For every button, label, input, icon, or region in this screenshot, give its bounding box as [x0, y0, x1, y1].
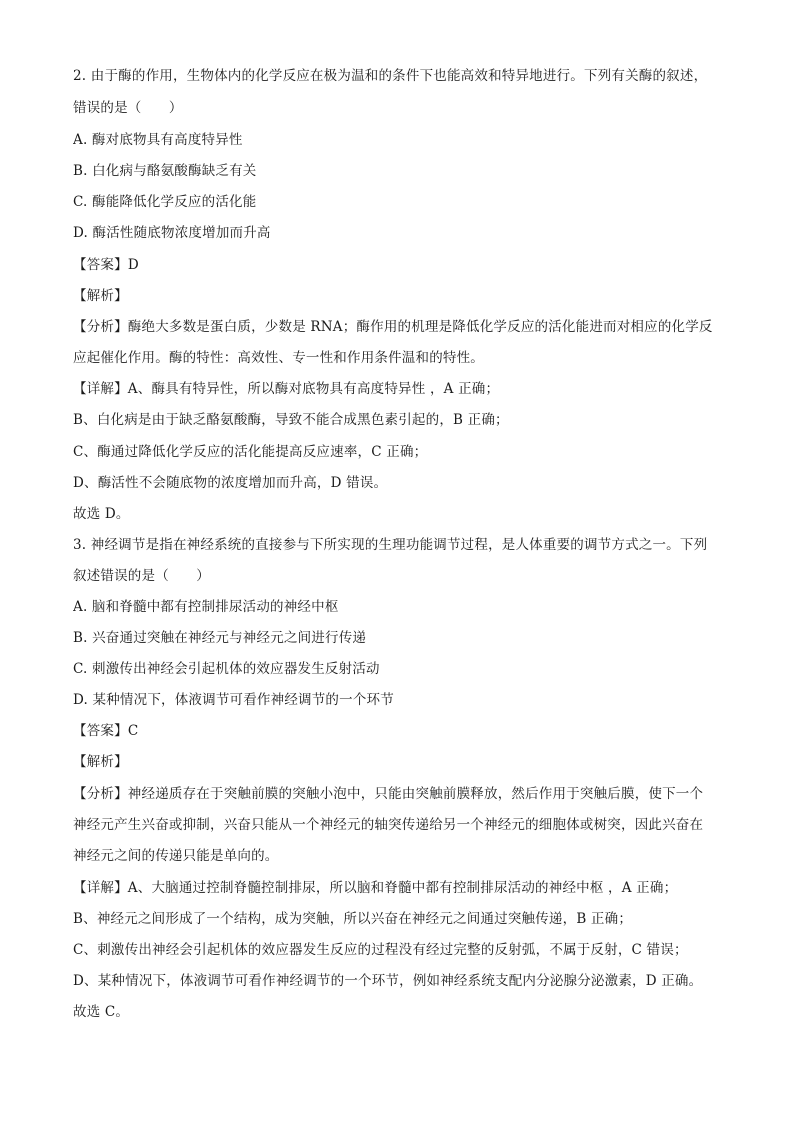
q2-fenxi-line-1: 【分析】酶绝大多数是蛋白质，少数是 RNA；酶作用的机理是降低化学反应的活化能进而对相应的化学反 — [73, 319, 713, 335]
q3-detail-line-1: 【详解】A、大脑通过控制脊髓控制排尿，所以脑和脊髓中都有控制排尿活动的神经中枢 ，A 正确； — [73, 880, 678, 896]
q3-answer-value: C — [127, 723, 139, 739]
q2-answer-label: 【答案】 — [73, 257, 128, 273]
q2-conclusion: 故选 D。 — [73, 506, 130, 522]
q2-stem-line-1: 2. 由于酶的作用，生物体内的化学反应在极为温和的条件下也能高效和特异地进行。下列有关酶的叙述， — [73, 68, 708, 84]
q3-option-b: B. 兴奋通过突触在神经元与神经元之间进行传递 — [73, 630, 367, 646]
q3-option-a: A. 脑和脊髓中都有控制排尿活动的神经中枢 — [73, 599, 339, 615]
q3-detail-line-4: D、某种情况下，体液调节可看作神经调节的一个环节，例如神经系统支配内分泌腺分泌激素，D 正确。 — [73, 973, 703, 989]
q2-answer-value: D — [127, 257, 139, 273]
q3-answer — [73, 721, 733, 741]
q3-detail-line-3: C、刺激传出神经会引起机体的效应器发生反应的过程没有经过完整的反射弧，不属于反射，C 错误； — [73, 942, 688, 958]
q3-stem-line-1: 3. 神经调节是指在神经系统的直接参与下所实现的生理功能调节过程，是人体重要的调节方式之一。下列 — [73, 537, 708, 553]
q2-analysis-label: 【解析】 — [73, 288, 128, 304]
q3-detail-line-2: B、神经元之间形成了一个结构，成为突触，所以兴奋在神经元之间通过突触传递，B 正确； — [73, 911, 633, 927]
q3-fenxi-line-3: 神经元之间的传递只能是单向的。 — [73, 848, 279, 864]
q2-answer — [73, 255, 733, 275]
q2-detail-line-1: 【详解】A、酶具有特异性，所以酶对底物具有高度特异性 ，A 正确； — [73, 381, 500, 397]
q2-option-b: B. 白化病与酪氨酸酶缺乏有关 — [73, 163, 257, 179]
q3-option-c: C. 刺激传出神经会引起机体的效应器发生反射活动 — [73, 661, 380, 677]
q2-detail-line-3: C、酶通过降低化学反应的活化能提高反应速率，C 正确； — [73, 444, 428, 460]
q2-option-a: A. 酶对底物具有高度特异性 — [73, 132, 243, 148]
q2-option-c: C. 酶能降低化学反应的活化能 — [73, 194, 257, 210]
q3-stem-line-2: 叙述错误的是（ ） — [73, 568, 210, 584]
q2-detail-line-4: D、酶活性不会随底物的浓度增加而升高，D 错误。 — [73, 475, 388, 491]
q2-option-d: D. 酶活性随底物浓度增加而升高 — [73, 225, 271, 241]
q3-fenxi-line-1: 【分析】神经递质存在于突触前膜的突触小泡中，只能由突触前膜释放，然后作用于突触后膜，使下一个 — [73, 786, 704, 802]
q2-detail-line-2: B、白化病是由于缺乏酪氨酸酶，导致不能合成黑色素引起的，B 正确； — [73, 412, 509, 428]
q2-stem-line-2: 错误的是（ ） — [73, 100, 183, 116]
q3-option-d: D. 某种情况下，体液调节可看作神经调节的一个环节 — [73, 692, 394, 708]
q3-conclusion: 故选 C。 — [73, 1004, 130, 1020]
q3-answer-label: 【答案】 — [73, 723, 128, 739]
q3-fenxi-line-2: 神经元产生兴奋或抑制，兴奋只能从一个神经元的轴突传递给另一个神经元的细胞体或树突，因此兴奋在 — [73, 817, 704, 833]
q3-analysis-label: 【解析】 — [73, 754, 128, 770]
q2-fenxi-line-2: 应起催化作用。酶的特性：高效性、专一性和作用条件温和的特性。 — [73, 350, 484, 366]
